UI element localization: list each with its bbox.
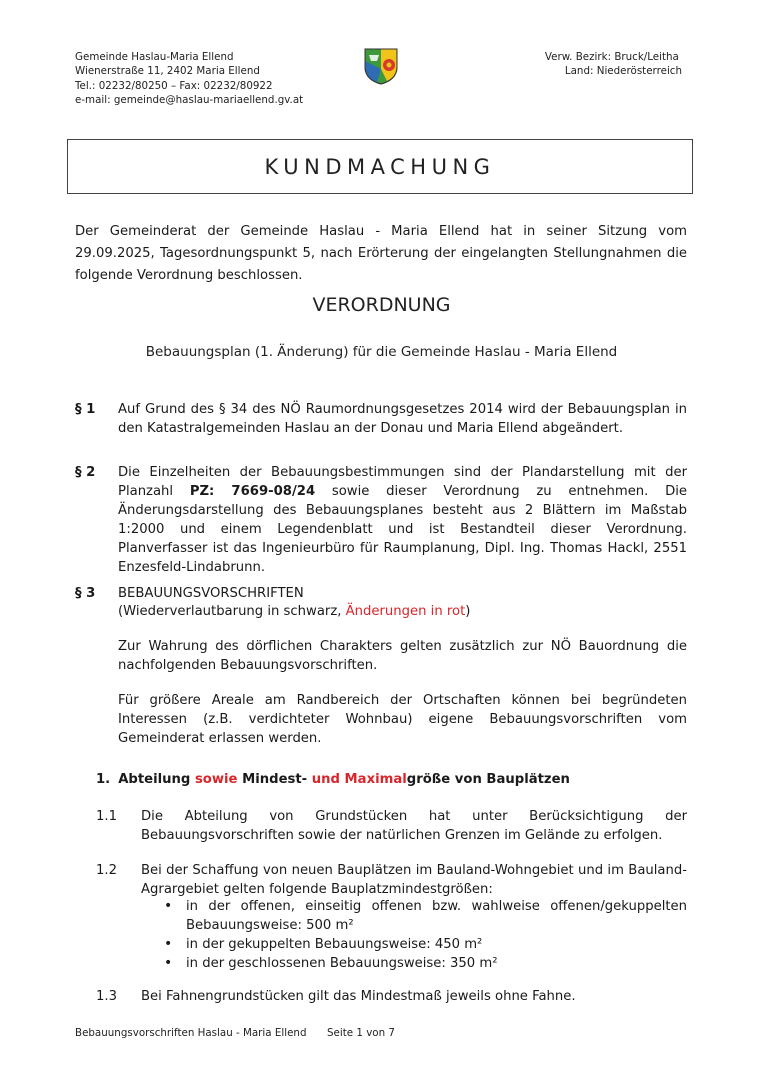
plan-number: PZ: 7669-08/24 xyxy=(189,484,316,499)
changes-in-red-note: Änderungen in rot xyxy=(345,604,466,619)
item-1-3-text: Bei Fahnengrundstücken gilt das Mindestmaß jeweils ohne Fahne. xyxy=(141,989,576,1004)
paragraph-2-text-a: Die Einzelheiten der Bebauungsbestimmungen sind der Plandarstellung mit der Planzahl xyxy=(118,465,687,499)
district-info xyxy=(545,50,682,79)
page-title: KUNDMACHUNG xyxy=(264,154,496,179)
paragraph-3-areas: Für größere Areale am Randbereich der Ortschaften können bei begründeten Interessen (z.B. verdichteter Wohnbau) eigene Bebauungsvorschriften vom Gemeinderat erlassen werden. xyxy=(118,693,687,746)
address-line: e-mail: gemeinde@haslau-mariaellend.gv.at xyxy=(75,94,304,107)
footer-page-number: Seite 1 von 7 xyxy=(327,1027,395,1039)
district-line: Verw. Bezirk: Bruck/Leitha xyxy=(544,51,679,63)
paragraph-2-text-b: sowie dieser Verordnung zu entnehmen. Die Änderungsdarstellung des Bebauungsplanes besteht aus 2 Blättern im Maßstab 1:2000 und einem Legendenblatt und ist Bestandteil dieser Verordnung. Planverfasser ist das Ingenieurbüro für Raumplanung, Dipl. Ing. Thomas Hackl, 2551 Enzesfeld-Lindabrunn. xyxy=(118,484,688,575)
item-1-3-number: 1.3 xyxy=(96,989,117,1004)
paragraph-2-text xyxy=(118,463,687,577)
paragraph-3-label: § 3 xyxy=(75,586,96,601)
paragraph-2-label: § 2 xyxy=(75,465,96,480)
list-item: • in der gekuppelten Bebauungsweise: 450 m² xyxy=(164,935,687,954)
section-1-title-a: Abteilung xyxy=(118,772,195,787)
list-item: • in der geschlossenen Bebauungsweise: 350 m² xyxy=(164,954,687,973)
note-close: ) xyxy=(465,604,471,619)
footer-document-name: Bebauungsvorschriften Haslau - Maria Ellend xyxy=(75,1027,307,1039)
ordinance-subheading: Bebauungsplan (1. Änderung) für die Gemeinde Haslau - Maria Ellend xyxy=(145,344,618,360)
intro-paragraph: Der Gemeinderat der Gemeinde Haslau - Maria Ellend hat in seiner Sitzung vom 29.09.2025, Tagesordnungspunkt 5, nach Erörterung der eingelangten Stellungnahmen die folgende Verordnung beschlossen. xyxy=(75,224,687,283)
paragraph-1-label: § 1 xyxy=(75,402,96,417)
item-1-1-text: Die Abteilung von Grundstücken hat unter Berücksichtigung der Bebauungsvorschriften sowie der natürlichen Grenzen im Gelände zu erfolgen. xyxy=(141,809,687,843)
section-1-heading xyxy=(96,770,570,789)
section-1-title-red-1: sowie xyxy=(194,772,238,787)
note-open: (Wiederverlautbarung in schwarz, xyxy=(118,604,346,619)
item-1-2-bullet-list xyxy=(164,897,687,973)
section-1-title-red-2: und Maximal xyxy=(311,772,407,787)
title-box xyxy=(67,139,693,194)
list-item: • in der offenen, einseitig offenen bzw. wahlweise offenen/gekuppelten Bebauungsweise: 500 m² xyxy=(164,897,687,935)
ordinance-heading: VERORDNUNG xyxy=(312,294,451,316)
paragraph-3-note xyxy=(118,602,470,621)
address-line: Wienerstraße 11, 2402 Maria Ellend xyxy=(75,65,260,78)
coat-of-arms-logo xyxy=(363,47,399,85)
paragraph-3-intro: Zur Wahrung des dörflichen Charakters gelten zusätzlich zur NÖ Bauordnung die nachfolgenden Bebauungsvorschriften. xyxy=(118,639,687,673)
section-1-title-b: Mindest- xyxy=(237,772,312,787)
state-line: Land: Niederösterreich xyxy=(564,65,682,78)
item-1-1-number: 1.1 xyxy=(96,809,117,824)
paragraph-3-title: BEBAUUNGSVORSCHRIFTEN xyxy=(118,586,304,601)
address-line: Gemeinde Haslau-Maria Ellend xyxy=(75,51,234,63)
item-1-2-number: 1.2 xyxy=(96,863,117,878)
address-line: Tel.: 02232/80250 – Fax: 02232/80922 xyxy=(75,79,273,92)
paragraph-1-text: Auf Grund des § 34 des NÖ Raumordnungsgesetzes 2014 wird der Bebauungsplan in den Katastralgemeinden Haslau an der Donau und Maria Ellend abgeändert. xyxy=(118,402,687,436)
section-1-number: 1. xyxy=(96,772,111,787)
item-1-2-text: Bei der Schaffung von neuen Bauplätzen im Bauland-Wohngebiet und im Bauland-Agrargebiet gelten folgende Bauplatzmindestgrößen: xyxy=(141,863,687,897)
section-1-title-c: größe von Bauplätzen xyxy=(406,772,570,787)
municipality-address xyxy=(75,50,303,108)
